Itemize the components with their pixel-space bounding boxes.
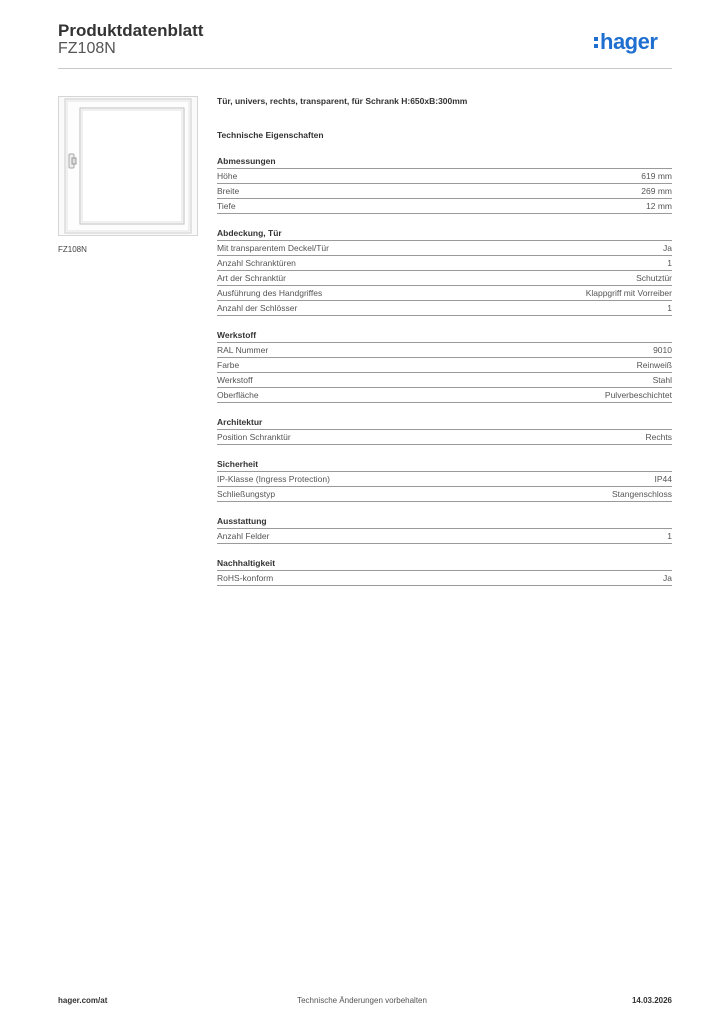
spec-label: Oberfläche [217,390,259,400]
section-title: Architektur [217,417,672,430]
spec-value: Stangenschloss [611,489,672,499]
spec-row [217,529,672,544]
spec-row [217,487,672,502]
spec-content [217,96,672,586]
product-code: FZ108N [58,40,116,57]
section-title: Abdeckung, Tür [217,228,672,241]
spec-label: Breite [217,186,240,196]
spec-label: IP-Klasse (Ingress Protection) [217,474,330,484]
spec-label: Höhe [217,171,238,181]
spec-value: 1 [667,258,672,268]
spec-sections [217,156,672,586]
spec-section [217,558,672,586]
spec-row [217,184,672,199]
spec-value: Klappgriff mit Vorreiber [585,288,672,298]
section-title: Werkstoff [217,330,672,343]
spec-value: Pulverbeschichtet [604,390,672,400]
spec-label: Art der Schranktür [217,273,286,283]
spec-row [217,343,672,358]
section-title: Ausstattung [217,516,672,529]
spec-value: 269 mm [641,186,672,196]
spec-label: RAL Nummer [217,345,269,355]
spec-value: 1 [667,303,672,313]
product-image-caption: FZ108N [58,245,87,254]
spec-label: Farbe [217,360,240,370]
technical-properties-heading: Technische Eigenschaften [217,130,324,140]
spec-label: Anzahl der Schlösser [217,303,298,313]
spec-label: Anzahl Schranktüren [217,258,296,268]
header-divider [58,68,672,69]
footer-notice: Technische Änderungen vorbehalten [297,996,427,1005]
spec-row [217,571,672,586]
spec-value: Rechts [645,432,672,442]
spec-value: IP44 [654,474,672,484]
spec-row [217,286,672,301]
product-description: Tür, univers, rechts, transparent, für Schrank H:650xB:300mm [217,96,468,106]
svg-text:hager: hager [600,29,658,54]
spec-value: 1 [667,531,672,541]
hager-logo [594,26,674,56]
spec-value: 12 mm [646,201,672,211]
spec-label: Tiefe [217,201,236,211]
spec-label: Anzahl Felder [217,531,270,541]
spec-label: Werkstoff [217,375,253,385]
section-title: Abmessungen [217,156,672,169]
spec-row [217,388,672,403]
spec-section [217,417,672,445]
spec-value: Reinweiß [636,360,672,370]
spec-row [217,241,672,256]
spec-label: Position Schranktür [217,432,291,442]
spec-section [217,330,672,403]
spec-label: RoHS-konform [217,573,274,583]
section-title: Sicherheit [217,459,672,472]
footer-date: 14.03.2026 [631,996,672,1005]
document-title: Produktdatenblatt [58,21,204,40]
footer-website: hager.com/at [58,996,108,1005]
product-image [58,96,198,236]
spec-section [217,516,672,544]
spec-value: Ja [663,573,672,583]
spec-row [217,301,672,316]
spec-value: Ja [663,243,672,253]
spec-label: Mit transparentem Deckel/Tür [217,243,329,253]
spec-value: Stahl [652,375,672,385]
spec-value: 9010 [653,345,672,355]
section-title: Nachhaltigkeit [217,558,672,571]
spec-label: Ausführung des Handgriffes [217,288,323,298]
spec-section [217,459,672,502]
spec-row [217,271,672,286]
spec-section [217,156,672,214]
spec-row [217,430,672,445]
spec-value: Schutztür [636,273,672,283]
spec-row [217,169,672,184]
spec-section [217,228,672,316]
spec-row [217,472,672,487]
spec-row [217,199,672,214]
spec-value: 619 mm [641,171,672,181]
spec-row [217,373,672,388]
spec-label: Schließungstyp [217,489,276,499]
spec-row [217,358,672,373]
spec-row [217,256,672,271]
